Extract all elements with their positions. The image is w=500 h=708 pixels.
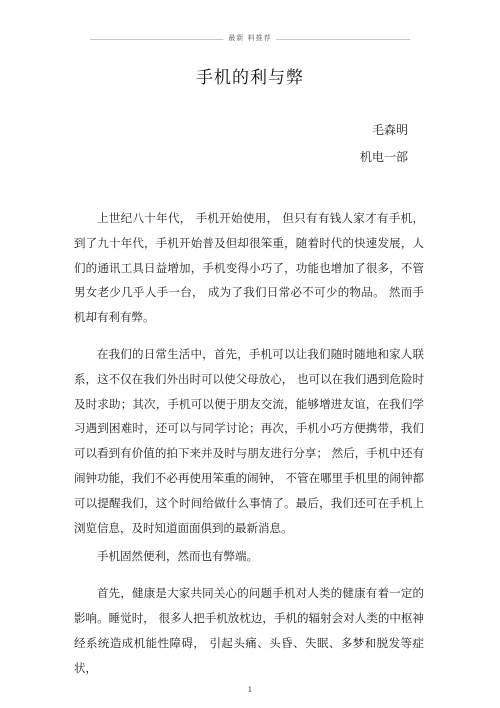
document-title: 手机的利与弊 [196,68,304,88]
author-department: 机电一部 [359,150,408,164]
paragraph: 上世纪八十年代， 手机开始使用， 但只有有钱人家才有手机， 到了九十年代，手机开始普及但却很笨重，随着时代的快速发展，人们的通讯工具日益增加，手机变得小巧了，功能也增加了很多，不管男女老少几乎人手一台， 成为了我们日常必不可少的物品。 然而手机却有利有弊。 [74,211,424,325]
paragraph: 在我们的日常生活中，首先，手机可以让我们随时随地和家人联系，这不仅在我们外出时可以使父母放心， 也可以在我们遇到危险时及时求助；其次，手机可以便于朋友交流，能够增进友谊，在我们学习遇到困难时，还可以与同学讨论；再次，手机小巧方便携带，我们可以看到有价值的拍下来并及时与朋友进行分享； 然后，手机中还有闹钟功能，我们不必再使用笨重的闹钟， 不管在哪里手机里的闹钟都可以提醒我们，这个时间给做什么事情了。最后，我们还可在手机上浏览信息，及时知道面面俱到的最新消息。 [74,346,424,535]
header-tag: 最新 料推荐 [223,33,276,43]
document-body [74,206,424,680]
paragraph: 手机固然便利，然而也有弊端。 [97,549,258,564]
page-number: 1 [247,686,253,694]
paragraph: 首先，健康是大家共同关心的问题手机对人类的健康有着一定的影响。睡觉时， 很多人把手机放枕边，手机的辐射会对人类的中枢神经系统造成机能性障碍， 引起头痛、头昏、失眠、多梦和脱发等症状， [74,586,424,675]
author-name: 毛森明 [371,123,408,137]
